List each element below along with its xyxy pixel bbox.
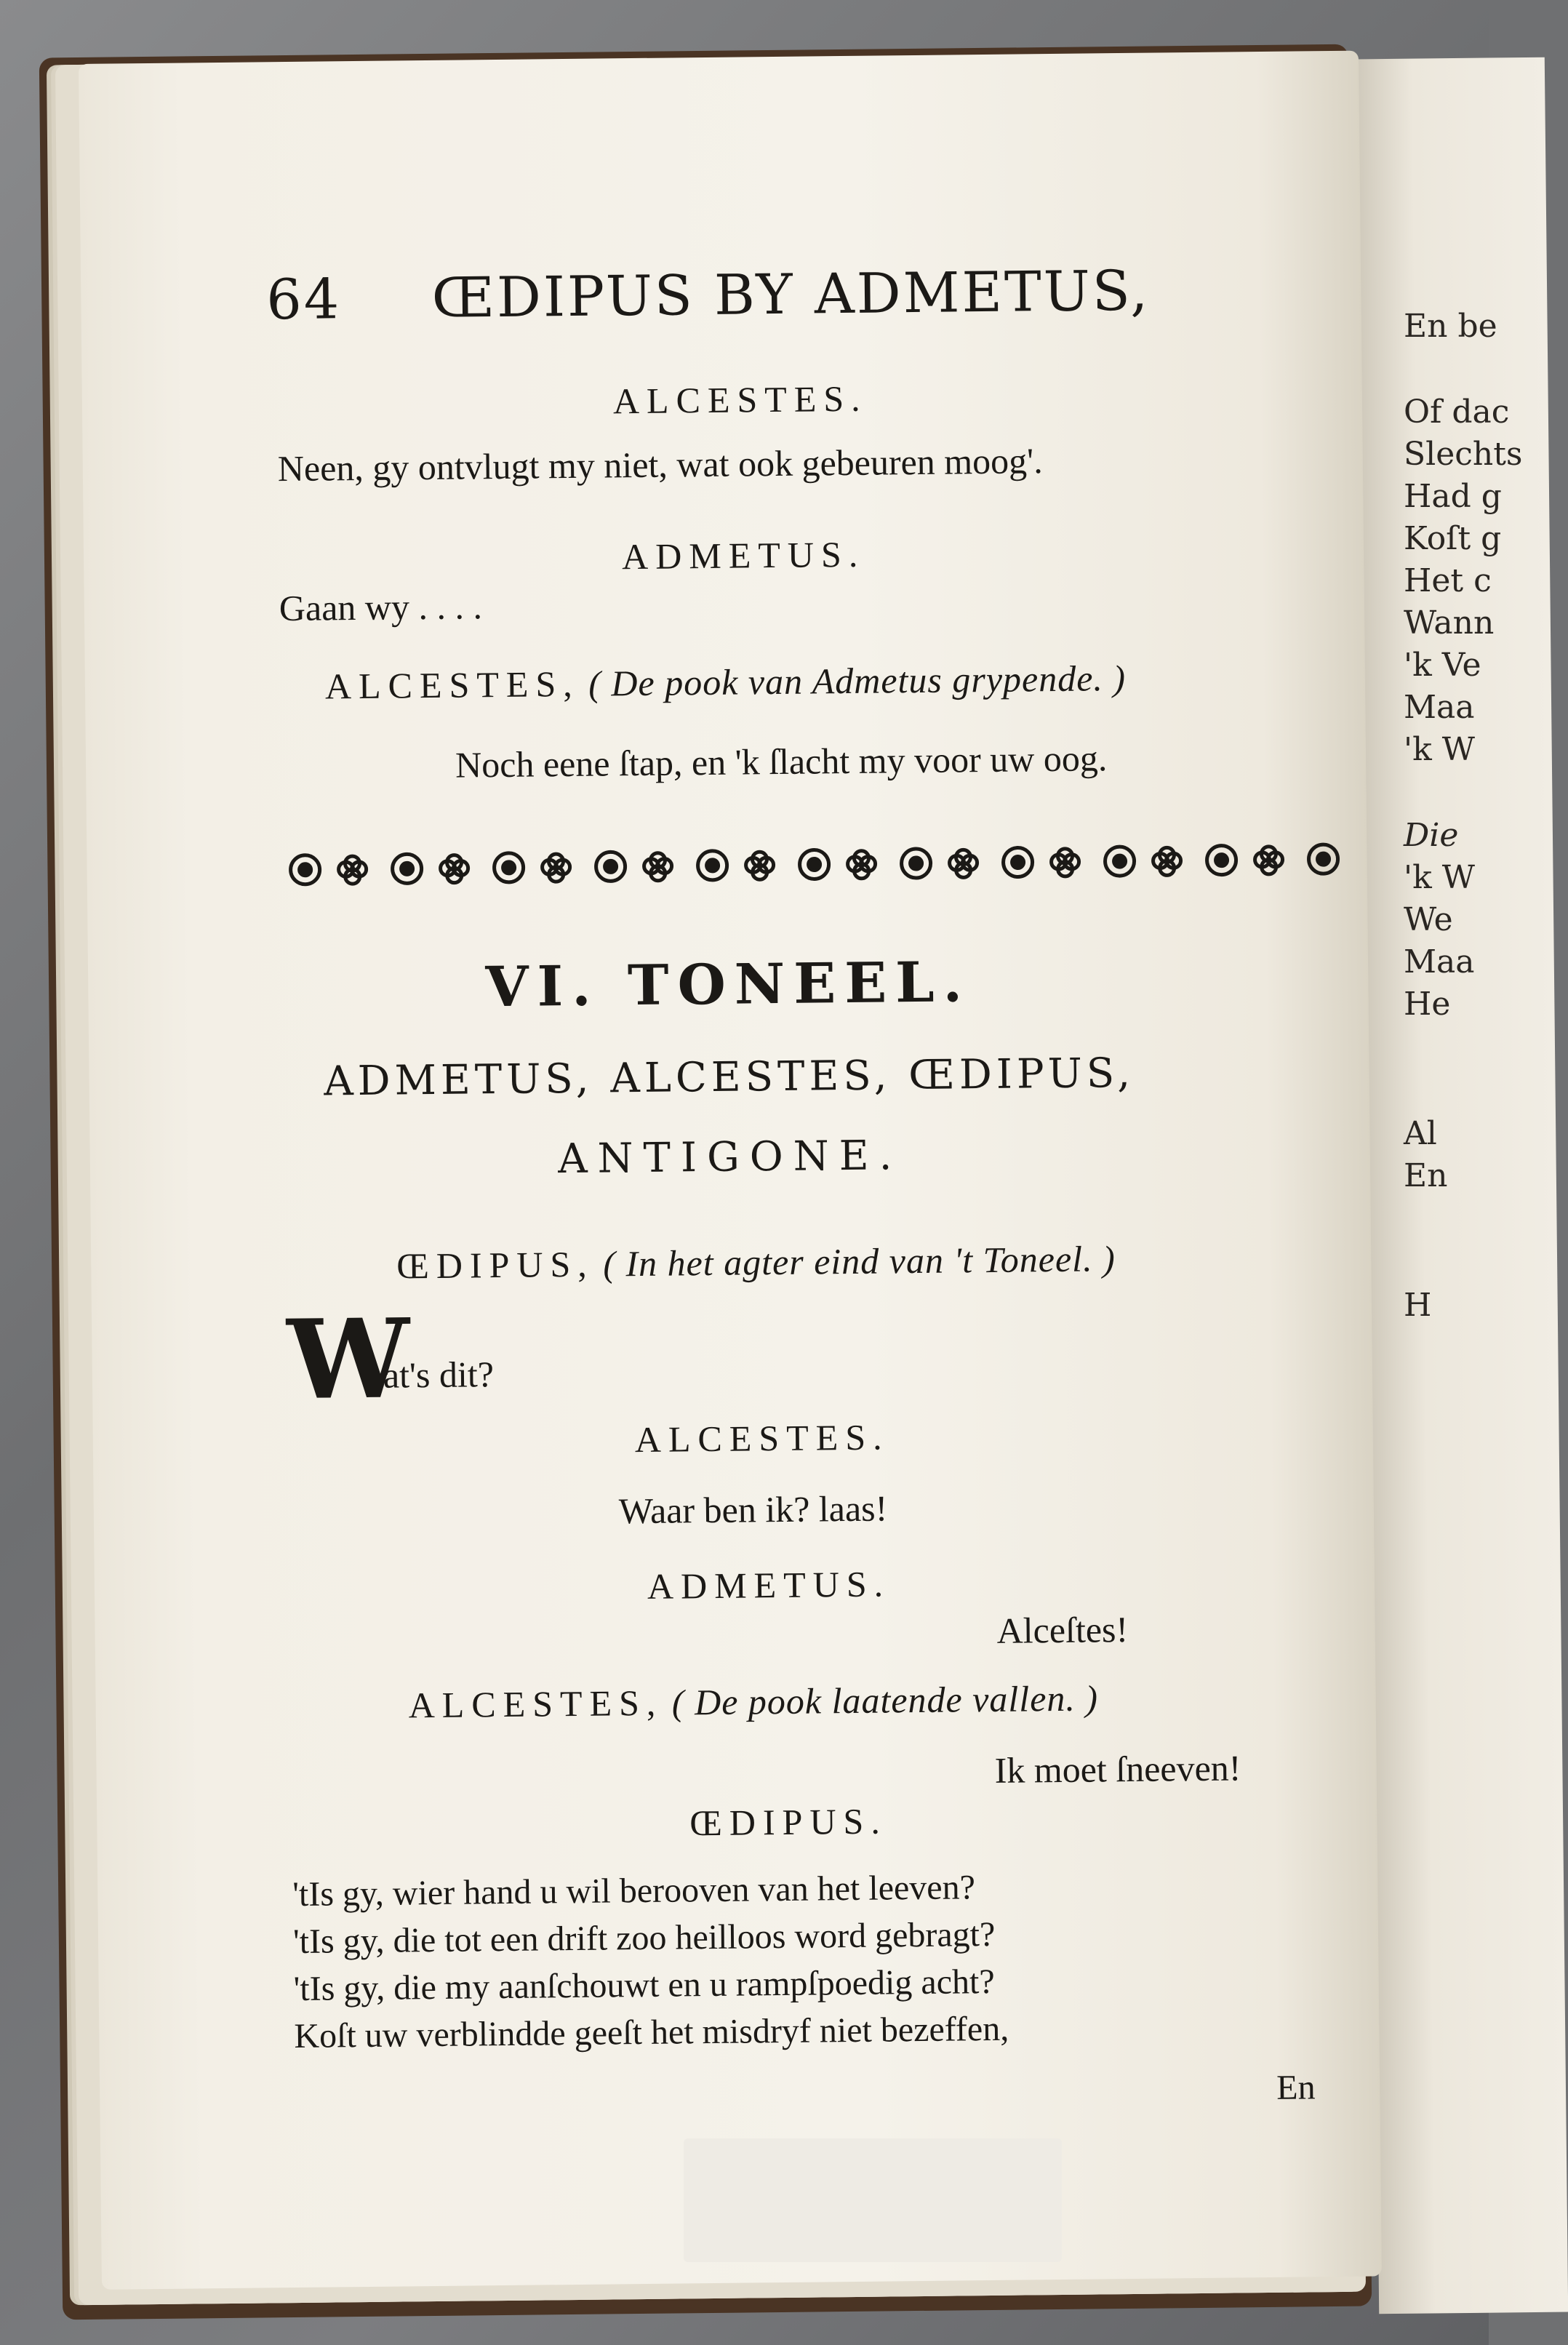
speaker-name: ALCESTES, [324,663,580,707]
facing-line: Al [1404,1115,1437,1152]
catchword: En [1276,2068,1316,2107]
facing-line: Had g [1404,478,1502,515]
verse-line: Alceſtes! [996,1609,1129,1651]
facing-line: 'k W [1404,731,1475,768]
speaker-name: ŒDIPUS. [689,1800,888,1844]
verse-line: 'tIs gy, die my aanſchouwt en u rampſpoedig acht? [293,1962,995,2009]
facing-line: 'k Ve [1404,647,1481,684]
facing-line: En [1404,1157,1448,1194]
running-title: ŒDIPUS BY ADMETUS, [431,257,1151,330]
speaker-name: ŒDIPUS, [396,1243,595,1287]
speaker-name: ALCESTES. [634,1416,889,1461]
verse-line: 'tIs gy, wier hand u wil berooven van het leeven? [292,1868,976,1914]
paper-label [684,2138,1062,2262]
facing-line: We [1404,901,1453,938]
scene-title: VI. TONEEL. [485,949,972,1020]
ornament-rule [279,833,1349,896]
book-page [79,51,1382,2290]
verse-line: Waar ben ik? laas! [618,1487,888,1532]
verse-line: Gaan wy . . . . [279,586,483,629]
speaker-name: ADMETUS. [647,1563,891,1607]
speaker-name: ADMETUS. [621,533,865,578]
facing-line: Koſt g [1404,520,1502,557]
drop-cap: W [286,1295,411,1425]
facing-line: He [1404,986,1451,1023]
facing-line: Die [1404,817,1459,854]
running-header [266,257,1285,332]
verse-line: at's dit? [383,1354,495,1396]
stage-direction: ( In het agter eind van 't Toneel. ) [602,1238,1116,1285]
stage-line [396,1237,1116,1287]
verse-line: Neen, gy ontvlugt my niet, wat ook gebeuren moog'. [277,440,1043,490]
stage-direction: ( De pook laatende vallen. ) [671,1677,1099,1723]
speaker-name: ALCESTES. [612,377,868,422]
stage-line [408,1677,1098,1726]
facing-line: Slechts [1404,436,1523,473]
facing-line: Maa [1404,943,1475,980]
facing-line: En be [1404,308,1497,345]
facing-page-text [1404,305,1523,1327]
stage-line [325,657,1127,708]
facing-line: Maa [1404,689,1475,726]
verse-line: Ik moet ſneeven! [994,1747,1241,1791]
facing-line: Het c [1404,562,1492,599]
verse-line: Noch eene ſtap, en 'k ſlacht my voor uw oog. [455,738,1108,786]
facing-line: H [1404,1287,1432,1324]
verse-line: 'tIs gy, die tot een drift zoo heilloos word gebragt? [292,1914,996,1962]
page-content [79,51,1382,2290]
facing-line: Of dac [1404,394,1510,431]
scene-characters: ADMETUS, ALCESTES, ŒDIPUS, [323,1049,1135,1106]
verse-line: Koſt uw verblindde geeſt het misdryf niet bezeffen, [294,2009,1009,2056]
speaker-name: ALCESTES, [408,1682,663,1726]
facing-line: Wann [1404,604,1495,642]
stage-direction: ( De pook van Admetus grypende. ) [588,657,1127,704]
scene-characters: ANTIGONE. [557,1132,903,1183]
facing-line: 'k W [1404,859,1475,896]
page-number: 64 [265,266,342,332]
